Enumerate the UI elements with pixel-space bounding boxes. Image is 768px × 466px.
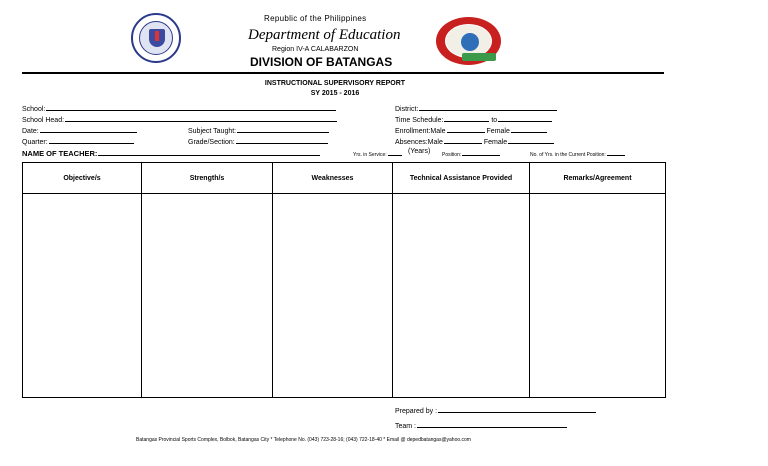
time-to-label: to <box>491 117 498 124</box>
years-label: (Years) <box>408 148 431 155</box>
deped-seal-logo <box>131 13 181 63</box>
table-header-row <box>23 163 666 194</box>
division-seal-logo <box>436 17 501 65</box>
years-in-service-field[interactable]: Yrs. in Service: <box>353 150 402 158</box>
strengths-cell[interactable] <box>142 194 273 398</box>
col-remarks: Remarks/Agreement <box>530 163 666 194</box>
enrollment-field[interactable]: Enrollment:Male Female <box>395 125 547 135</box>
absences-female-label: Female <box>483 139 508 146</box>
district-field[interactable]: District: <box>395 103 557 113</box>
time-schedule-field[interactable]: Time Schedule: to <box>395 114 552 124</box>
remarks-cell[interactable] <box>530 194 666 398</box>
footer-address: Batangas Provincial Sports Complex, Bolbok, Batangas City * Telephone No. (043) 723-28-16; (043) 722-18-40 * Email @ depedbatangas@yahoo.com <box>136 437 471 443</box>
division-heading: DIVISION OF BATANGAS <box>250 55 393 69</box>
school-year: SY 2015 - 2016 <box>310 90 360 97</box>
table-row[interactable] <box>23 194 666 398</box>
subject-taught-field[interactable]: Subject Taught: <box>188 125 329 135</box>
col-strengths: Strength/s <box>142 163 273 194</box>
report-title: INSTRUCTIONAL SUPERVISORY REPORT <box>264 80 406 87</box>
region-heading: Region IV-A CALABARZON <box>272 46 359 53</box>
col-technical-assistance: Technical Assistance Provided <box>393 163 530 194</box>
col-weaknesses: Weaknesses <box>273 163 393 194</box>
weaknesses-cell[interactable] <box>273 194 393 398</box>
teacher-name-field[interactable]: NAME OF TEACHER: <box>22 148 320 158</box>
republic-heading: Republic of the Philippines <box>264 14 367 23</box>
position-field[interactable]: Position: <box>442 150 500 158</box>
header-divider <box>22 72 664 74</box>
technical-assistance-cell[interactable] <box>393 194 530 398</box>
objectives-cell[interactable] <box>23 194 142 398</box>
date-field[interactable]: Date: <box>22 125 137 135</box>
school-field[interactable]: School: <box>22 103 336 113</box>
absences-field[interactable]: Absences:Male Female <box>395 136 554 146</box>
supervisory-table <box>22 162 666 398</box>
grade-section-field[interactable]: Grade/Section: <box>188 136 328 146</box>
col-objectives: Objective/s <box>23 163 142 194</box>
team-field[interactable]: Team : <box>395 420 567 430</box>
department-heading: Department of Education <box>248 27 401 43</box>
prepared-by-field[interactable]: Prepared by : <box>395 405 596 415</box>
years-current-position-field[interactable]: No. of Yrs. in the Current Position: <box>530 150 625 158</box>
school-head-field[interactable]: School Head: <box>22 114 337 124</box>
enrollment-female-label: Female <box>486 128 510 135</box>
quarter-field[interactable]: Quarter: <box>22 136 134 146</box>
